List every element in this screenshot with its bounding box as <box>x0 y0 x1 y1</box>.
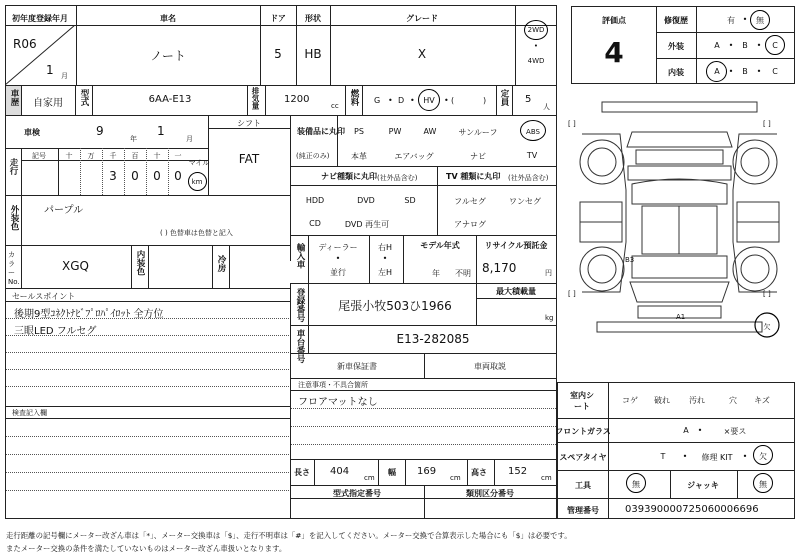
car-name-label: 車名 <box>160 14 176 23</box>
fuel-label: 燃料 <box>349 89 359 106</box>
navi-hdd: HDD <box>305 196 325 205</box>
bracket-mark: [ ] <box>568 290 576 298</box>
mileage-col-mile: マイル <box>188 159 210 167</box>
mileage-label: 走行 <box>8 158 18 175</box>
fuel-g: G <box>374 96 381 105</box>
recycle-unit: 円 <box>545 269 552 277</box>
color-no: XGQ <box>62 259 89 273</box>
dot: • <box>756 67 762 76</box>
chassis-label: 車台番号 <box>295 329 305 363</box>
length-unit: cm <box>364 474 375 482</box>
exterior-grade-c: C <box>772 41 778 50</box>
mgmt-number: 039390000725060006696 <box>625 504 759 515</box>
equip-abs: ABS <box>526 128 540 136</box>
glass-label: フロントガラス <box>555 427 611 436</box>
shape: HB <box>304 47 322 61</box>
recycle-label: リサイクル預託金 <box>484 241 548 250</box>
fuel-paren-open: ( <box>451 96 455 105</box>
tv-fullseg: フルセグ <box>454 197 486 206</box>
color-no-label: カラーNo. <box>8 251 20 286</box>
spare-label: スペアタイヤ <box>559 453 607 462</box>
equip-leather: 本革 <box>351 152 367 161</box>
dot: • <box>410 96 415 105</box>
fuel-hv: HV <box>423 96 435 105</box>
notes-label: 注意事項・不具合箇所 <box>298 381 368 389</box>
jack-value: 無 <box>759 480 767 489</box>
model-year-unknown: 不明 <box>455 269 471 278</box>
fuel-paren-close: ) <box>483 96 487 105</box>
grade-label: グレード <box>406 14 438 23</box>
seat-scratch: キズ <box>754 396 770 405</box>
interior-grade-c: C <box>772 67 778 76</box>
dot: • <box>444 96 449 105</box>
tv-title: TV 種類に丸印 <box>446 172 501 181</box>
repair-yes: 有 <box>727 16 735 25</box>
month-unit: 月 <box>186 135 193 143</box>
bracket-mark: [ ] <box>763 290 771 298</box>
interior-grade-b: B <box>742 67 748 76</box>
length: 404 <box>330 466 350 477</box>
displacement: 1200 <box>284 94 310 105</box>
dot: • <box>742 15 748 24</box>
mileage-digit: 3 <box>109 169 117 183</box>
interior-label: 内装 <box>668 68 684 77</box>
tv-oneseg: ワンセグ <box>509 197 541 206</box>
owner-manual: 車両取説 <box>474 362 506 371</box>
import-label: 輸入車 <box>295 243 305 269</box>
seat-stain: 汚れ <box>689 396 705 405</box>
jack-label: ジャッキ <box>687 481 719 490</box>
disp-label: 排気量 <box>251 87 260 110</box>
length-label: 長さ <box>294 468 310 477</box>
score: 4 <box>604 36 624 69</box>
mileage-col-1: 一 <box>174 152 182 160</box>
equip-navi: ナビ <box>470 152 486 161</box>
dot: • <box>728 41 734 50</box>
dot: • <box>756 41 762 50</box>
mileage-col-10k-ten: 十 <box>65 152 73 160</box>
navi-dvd-play: DVD 再生可 <box>344 220 390 229</box>
equip-aw: AW <box>423 127 437 136</box>
height-unit: cm <box>541 474 552 482</box>
doors: 5 <box>274 47 282 61</box>
tools-value: 無 <box>632 480 640 489</box>
import-parallel: 並行 <box>330 268 346 277</box>
import-rhd: 右H <box>377 243 393 252</box>
footer-line-1: 走行距離の記号欄にメーター改ざん車は「*」、メーター交換車は「$」、走行不明車は「#」を記入してください。メーター交換で合算表示した場合にも「$」は必要です。 <box>6 531 572 540</box>
car-damage-diagram <box>562 92 797 380</box>
spare-repair-kit: 修理 KIT <box>701 453 733 462</box>
import-dealer: ディーラー <box>318 243 358 252</box>
color-label: 外装色 <box>9 205 19 231</box>
dot: • <box>697 426 703 435</box>
navi-cd: CD <box>309 219 321 228</box>
dot: • <box>533 42 539 50</box>
equip-airbag: エアバッグ <box>394 152 434 161</box>
kg-unit: kg <box>545 314 554 322</box>
grade: X <box>417 47 427 61</box>
int-color-label: 内装色 <box>135 250 145 276</box>
equipment-label: 装備品に丸印 <box>297 127 345 136</box>
inspection-month: 1 <box>157 124 165 138</box>
chassis-number: E13-282085 <box>396 332 470 346</box>
ac-label: 冷房 <box>216 255 226 272</box>
shift: FAT <box>238 152 260 166</box>
repair-none: 無 <box>756 16 764 25</box>
exterior-grade-a: A <box>714 41 720 50</box>
glass-needs-repair: ×要ス <box>723 427 747 436</box>
shape-label: 形状 <box>305 14 321 23</box>
interior-grade-a: A <box>714 67 720 76</box>
sales-label: セールスポイント <box>12 292 76 301</box>
tv-note: (社外品含む) <box>508 174 549 182</box>
model-year-unit: 年 <box>432 269 440 278</box>
height: 152 <box>508 466 528 477</box>
navi-title: ナビ種類に丸印 <box>321 172 377 181</box>
mileage-digit: 0 <box>131 169 139 183</box>
seat-tear: 破れ <box>654 396 670 405</box>
km-unit: km <box>191 178 203 186</box>
width-unit: cm <box>450 474 461 482</box>
color-value: パープル <box>44 205 84 216</box>
year-unit: 年 <box>130 135 137 143</box>
tv-analog: アナログ <box>454 220 486 229</box>
cap-unit: 人 <box>543 103 550 111</box>
mileage-col-10k: 万 <box>87 152 95 160</box>
type-label: 型式 <box>79 89 89 106</box>
first-reg-label: 初年度登録年月 <box>12 14 68 23</box>
height-label: 高さ <box>471 468 487 477</box>
dot: • <box>335 254 341 263</box>
tools-label: 工具 <box>575 481 591 490</box>
cc-unit: cc <box>331 102 339 110</box>
inspector-label: 検査記入欄 <box>12 409 47 417</box>
first-reg-month: 1 <box>46 63 54 77</box>
first-reg-era: R06 <box>13 37 37 51</box>
mgmt-label: 管理番号 <box>567 506 599 515</box>
damage-mark-a1: A1 <box>676 313 686 321</box>
drive-4wd: 4WD <box>527 57 545 65</box>
exterior-label: 外装 <box>668 42 684 51</box>
repair-label: 修復歴 <box>664 16 688 25</box>
equip-tv: TV <box>526 151 538 160</box>
seat-burn: コゲ <box>622 396 638 405</box>
dot: • <box>388 96 393 105</box>
import-lhd: 左H <box>377 268 393 277</box>
spare-missing: 欠 <box>759 452 767 461</box>
type-designation-label: 型式指定番号 <box>333 489 381 498</box>
model-year-label: モデル年式 <box>420 241 460 250</box>
cap-label: 定員 <box>499 89 509 106</box>
mileage-digit: 0 <box>174 169 182 183</box>
recycle-amount: 8,170 <box>482 261 517 275</box>
car-name: ノート <box>150 49 186 63</box>
bracket-mark: [ ] <box>763 120 771 128</box>
shift-label: シフト <box>237 119 261 128</box>
sales-line-1: 後期9型ｺﾈｸﾄﾅﾋﾞﾌﾟﾛﾊﾟｲﾛｯﾄ 全方位 <box>14 309 164 320</box>
use: 自家用 <box>33 98 63 109</box>
footer-line-2: またメーター交換の条件を満たしていないものはメーター改ざん車扱いとなります。 <box>6 544 287 553</box>
dot: • <box>728 67 734 76</box>
bracket-mark: [ ] <box>568 120 576 128</box>
glass-a: A <box>683 426 689 435</box>
plate-label: 登録番号 <box>295 288 305 322</box>
max-load-label: 最大積載量 <box>496 287 536 296</box>
equip-sunroof: サンルーフ <box>458 128 498 137</box>
month-unit: 月 <box>61 72 68 80</box>
width-label: 幅 <box>388 468 396 477</box>
inspection-label: 車検 <box>24 128 40 137</box>
repaint-note: ( ) 色替車は色替と記入 <box>160 229 233 237</box>
fuel-d: D <box>398 96 405 105</box>
exterior-grade-b: B <box>742 41 748 50</box>
sales-line-2: 三眼LED フルセグ <box>14 326 97 337</box>
door-label: ドア <box>270 14 286 23</box>
dot: • <box>682 452 688 461</box>
dot: • <box>382 254 388 263</box>
damage-mark-missing: 欠 <box>763 323 771 331</box>
use-label: 車歴 <box>9 89 19 106</box>
seat-label: 室内シート <box>570 391 594 411</box>
new-warranty: 新車保証書 <box>337 362 377 371</box>
mileage-col-10: 十 <box>153 152 161 160</box>
dot: • <box>742 452 748 461</box>
class-number-label: 類別区分番号 <box>466 489 514 498</box>
score-label: 評価点 <box>602 16 626 25</box>
inspection-year: 9 <box>96 124 104 138</box>
navi-dvd: DVD <box>357 196 375 205</box>
mileage-col-100: 百 <box>131 152 139 160</box>
mileage-col-1000: 千 <box>109 152 117 160</box>
mileage-digit: 0 <box>153 169 161 183</box>
navi-sd: SD <box>404 196 416 205</box>
equipment-sub: (純正のみ) <box>296 152 330 160</box>
spare-t: T <box>660 452 666 461</box>
mileage-col-symbol: 記号 <box>32 152 46 160</box>
damage-mark-b3: B3 <box>625 256 635 264</box>
drive-2wd: 2WD <box>527 26 545 34</box>
capacity: 5 <box>525 94 532 105</box>
width: 169 <box>417 466 437 477</box>
seat-hole: 穴 <box>729 396 737 405</box>
plate-number: 尾張小牧503ひ1966 <box>338 299 452 313</box>
equip-pw: PW <box>388 127 402 136</box>
model-type: 6AA-E13 <box>148 94 192 105</box>
notes-value: フロアマットなし <box>298 397 378 408</box>
navi-note: (社外品含む) <box>377 174 418 182</box>
equip-ps: PS <box>354 127 364 136</box>
